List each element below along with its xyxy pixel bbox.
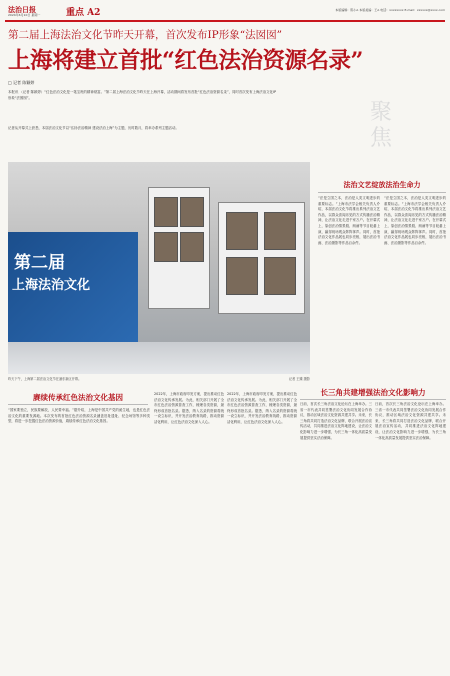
- photo-caption: 昨天下午，上海第二届法治文化节在浦东新区开幕。: [8, 377, 82, 381]
- section3-title: 赓续传承红色法治文化基因: [33, 393, 123, 402]
- framed-artwork: [226, 257, 258, 295]
- byline: [8, 80, 34, 86]
- section2-title: 长三角共建增强法治文化影响力: [320, 388, 426, 397]
- header-rule: [5, 20, 445, 22]
- article-headline: 上海将建立首批“红色法治资源名录”: [8, 48, 363, 74]
- issue-date: 2024年6月10日 星期一: [8, 13, 41, 17]
- framed-artwork: [180, 197, 204, 227]
- section2-body-col2: 日前，首次长三角法治文化论坛在上海举办。三省一市代表共同签署法治文化协同发展合作协议，推动区域法治文化资源共建共享。未来，长三角将共同打造法治文化品牌，联合开展法治宣传活动，共同推进法治文化阵地建设，让法治文化影响力进一步增强，为长三角一体化高质量发展提供坚实法治保障。: [375, 402, 446, 440]
- stage-text-1: 第二届: [14, 253, 65, 273]
- photo-credit: 记者 王臻 摄影: [288, 377, 310, 381]
- section-label: 重点 A2: [66, 8, 101, 18]
- sidebar-body-col1: “法是立国之本，法治是人类文明进步的重要标志。”上海市法学会相关负责人介绍，本届法治文化节将推出系列法治文艺作品，以群众喜闻乐见的方式传播法治精神，让法治文化走进千家万户。在开幕式上，原创法治情景剧、朗诵等节目轮番上演，赢得现场观众阵阵掌声。同时，首批法治文化作品展也同步亮相，展出法治书画、法治摄影等作品百余件。: [318, 196, 380, 245]
- editor-line: 本版编辑：陈小A 本版美编：王A 电话：xxxxxxxx E-mail：xxxxxx@xxxx.com: [335, 8, 445, 12]
- section2-rule: [300, 399, 446, 400]
- section3-rule: [8, 404, 148, 405]
- framed-artwork: [264, 212, 296, 250]
- framed-artwork: [264, 257, 296, 295]
- framed-artwork: [154, 232, 178, 262]
- newspaper-logo: 法治日报: [8, 5, 36, 14]
- byline-marker: □: [8, 80, 14, 85]
- byline-text: 记者 陈颖婷: [13, 80, 35, 85]
- middle-column-body-1: 2022年，上海市政府印发方案，提出推动红色法治文化传承发展。为此，相关部门开展了全市红色法治资源普查工作，梳理各类资源，最终形成首批名录。据悉，纳入名录的资源将统一设立标识，并开发法治教育线路，推动资源活化利用，让红色法治文化深入人心。: [154, 392, 224, 424]
- sidebar-rule: [318, 192, 446, 193]
- sidebar-body-col2: “法是立国之本，法治是人类文明进步的重要标志。”上海市法学会相关负责人介绍，本届法治文化节将推出系列法治文艺作品，以群众喜闻乐见的方式传播法治精神，让法治文化走进千家万户。在开幕式上，原创法治情景剧、朗诵等节目轮番上演，赢得现场观众阵阵掌声。同时，首批法治文化作品展也同步亮相，展出法治书画、法治摄影等作品百余件。: [384, 196, 446, 245]
- framed-artwork: [180, 232, 204, 262]
- gallery-floor: [8, 342, 310, 374]
- middle-column-body-2: 2022年，上海市政府印发方案，提出推动红色法治文化传承发展。为此，相关部门开展了全市红色法治资源普查工作，梳理各类资源，最终形成首批名录。据悉，纳入名录的资源将统一设立标识，并开发法治教育线路，推动资源活化利用，让红色法治文化深入人心。: [227, 392, 297, 424]
- framed-artwork: [226, 212, 258, 250]
- framed-artwork: [154, 197, 178, 227]
- article-kicker: 第二届上海法治文化节昨天开幕，首次发布IP形象“法囡囡”: [8, 29, 282, 41]
- main-photo: [8, 162, 310, 374]
- sidebar-title: 法治文艺绽放法治生命力: [343, 180, 421, 189]
- stage-text-2: 上海法治文化: [12, 278, 91, 293]
- section3-body: “国家要独立，民族要解放，人民要幸福。”据介绍，上海是中国共产党的诞生地，也是红色法治文化的重要发源地。本次发布的首批红色法治资源名录涵盖旧址遗址、纪念场馆等多种类型，将进一步挖掘红色法治资源价值，赓续传承红色法治文化基因。: [8, 408, 150, 424]
- lead-paragraph: 本报讯 （记者 陈颖婷）“红色法治文化是一笔宝贵的精神财富。”第二届上海法治文化节昨天在上海开幕，活动期间将发布首批“红色法治资源名录”，同时首次发布上海法治文化IP形象“法囡囡”。: [8, 90, 276, 100]
- lead-paragraph-2: 记者从开幕式上获悉，本届法治文化节以“弘扬法治精神 建设法治上海”为主题，历时数月，将举办系列主题活动。: [8, 126, 179, 130]
- section-watermark: 聚焦: [370, 100, 393, 151]
- section2-body-col1: 日前，首次长三角法治文化论坛在上海举办。三省一市代表共同签署法治文化协同发展合作协议，推动区域法治文化资源共建共享。未来，长三角将共同打造法治文化品牌，联合开展法治宣传活动，共同推进法治文化阵地建设，让法治文化影响力进一步增强，为长三角一体化高质量发展提供坚实法治保障。: [300, 402, 372, 440]
